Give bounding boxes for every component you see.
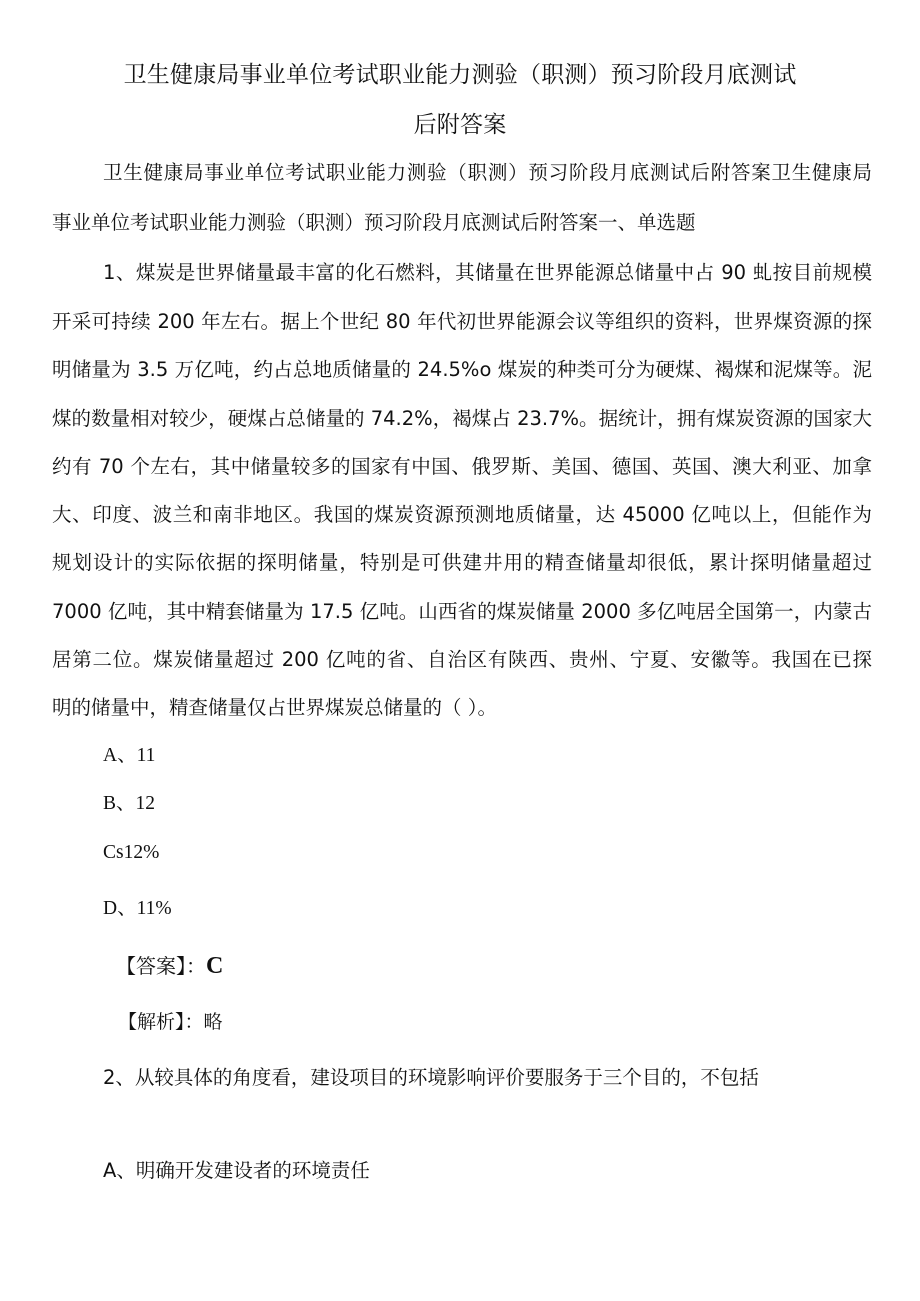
question-2-option-a: A、明确开发建设者的环境责任: [103, 1159, 370, 1182]
question-1-line-6: 大、印度、波兰和南非地区。我国的煤炭资源预测地质储量，达 45000 亿吨以上，但能作为: [52, 503, 872, 526]
answer-value: C: [206, 953, 224, 979]
question-1-option-d: D、11%: [103, 898, 172, 919]
question-1-analysis: 【解析】：略: [118, 1011, 223, 1033]
question-1-line-8: 7000 亿吨，其中精套储量为 17.5 亿吨。山西省的煤炭储量 2000 多亿吨居全国第一，内蒙古: [52, 600, 872, 623]
document-title-line-1: 卫生健康局事业单位考试职业能力测验（职测）预习阶段月底测试: [123, 62, 797, 88]
question-1-line-5: 约有 70 个左右，其中储量较多的国家有中国、俄罗斯、美国、德国、英国、澳大利亚、加拿: [52, 455, 872, 478]
question-1-line-1: 1、煤炭是世界储量最丰富的化石燃料，其储量在世界能源总储量中占 90 虬按目前规模: [103, 261, 872, 284]
question-1-answer: [116, 951, 223, 981]
question-1-line-2: 开采可持续 200 年左右。据上个世纪 80 年代初世界能源会议等组织的资料，世界煤资源的探: [52, 310, 872, 333]
answer-label: 【答案】：: [116, 954, 206, 978]
intro-line-1: 卫生健康局事业单位考试职业能力测验（职测）预习阶段月底测试后附答案卫生健康局: [103, 161, 872, 184]
question-1-option-b: B、12: [103, 793, 156, 814]
question-1-line-10: 明的储量中，精查储量仅占世界煤炭总储量的（ ）。: [52, 696, 497, 719]
intro-line-2: 事业单位考试职业能力测验（职测）预习阶段月底测试后附答案一、单选题: [52, 211, 696, 234]
question-2-stem: 2、从较具体的角度看，建设项目的环境影响评价要服务于三个目的，不包括: [103, 1066, 759, 1089]
question-1-line-3: 明储量为 3.5 万亿吨，约占总地质储量的 24.5%o 煤炭的种类可分为硬煤、褐煤和泥煤等。泥: [52, 358, 872, 381]
document-title-line-2: 后附答案: [413, 112, 507, 138]
question-1-line-4: 煤的数量相对较少，硬煤占总储量的 74.2%，褐煤占 23.7%。据统计，拥有煤炭资源的国家大: [52, 407, 872, 430]
question-1-option-c: Cs12%: [103, 842, 160, 863]
question-1-line-9: 居第二位。煤炭储量超过 200 亿吨的省、自治区有陕西、贵州、宁夏、安徽等。我国在已探: [52, 648, 872, 671]
question-1-option-a: A、11: [103, 745, 156, 766]
question-1-line-7: 规划设计的实际依据的探明储量，特别是可供建井用的精查储量却很低，累计探明储量超过: [52, 551, 872, 574]
